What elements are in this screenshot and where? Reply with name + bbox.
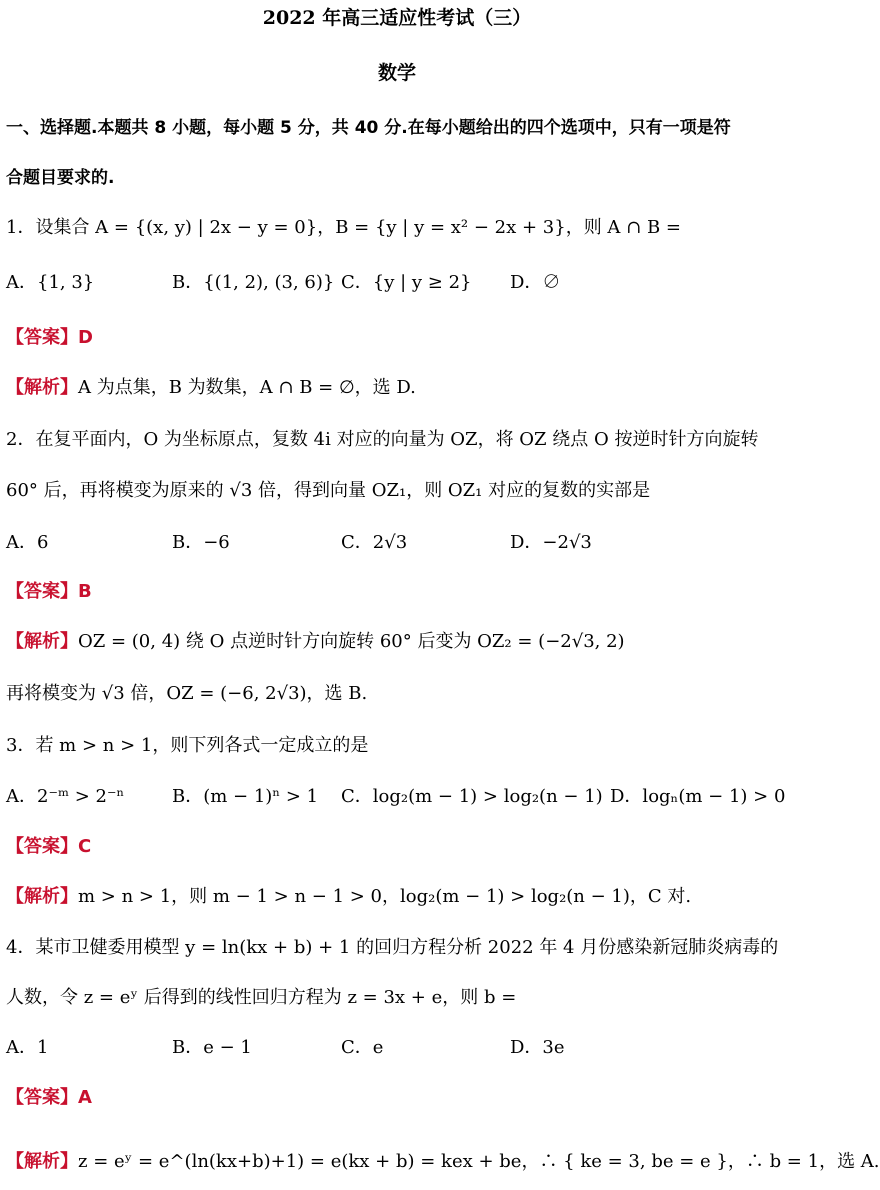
q4-stem-line-1: 4．某市卫健委用模型 y = ln(kx + b) + 1 的回归方程分析 2022 年 4 月份感染新冠肺炎病毒的	[6, 937, 779, 958]
q1-option-d: D．∅	[510, 272, 561, 293]
q2-analysis-line-1	[6, 630, 790, 654]
analysis-text: z = eʸ = e^(ln(kx+b)+1) = e(kx + b) = kex + be，∴ { ke = 3, be = e }，∴ b = 1，选 A.	[78, 1151, 880, 1172]
analysis-label: 【解析】	[6, 377, 78, 398]
q3-option-d: D．logₙ(m − 1) > 0	[610, 786, 786, 807]
analysis-label: 【解析】	[6, 1151, 78, 1172]
q2-answer	[6, 580, 790, 604]
answer-label: 【答案】	[6, 581, 78, 602]
q4-option-b: B．e − 1	[172, 1037, 252, 1058]
q3-option-c: C．log₂(m − 1) > log₂(n − 1)	[341, 786, 603, 807]
analysis-text: A 为点集，B 为数集，A ∩ B = ∅，选 D.	[78, 377, 416, 398]
q4-answer	[6, 1086, 790, 1110]
answer-label: 【答案】	[6, 327, 78, 348]
section-heading-line-1: 一、选择题.本题共 8 小题，每小题 5 分，共 40 分.在每小题给出的四个选项中，只有一项是符	[6, 118, 731, 138]
q3-option-b: B．(m − 1)ⁿ > 1	[172, 786, 319, 807]
q2-option-d: D．−2√3	[510, 532, 592, 553]
q4-option-d: D．3e	[510, 1037, 565, 1058]
answer-value: C	[78, 836, 92, 857]
q4-analysis	[6, 1150, 880, 1174]
q1-option-a: A．{1, 3}	[6, 272, 95, 293]
answer-value: A	[78, 1087, 92, 1108]
q4-option-a: A．1	[6, 1037, 49, 1058]
analysis-text: m > n > 1，则 m − 1 > n − 1 > 0，log₂(m − 1) > log₂(n − 1)，C 对.	[78, 886, 692, 907]
answer-label: 【答案】	[6, 1087, 78, 1108]
q2-stem-line-2: 60° 后，再将模变为原来的 √3 倍，得到向量 OZ₁，则 OZ₁ 对应的复数的实部是	[6, 480, 651, 501]
q2-option-c: C．2√3	[341, 532, 408, 553]
q1-analysis	[6, 376, 790, 400]
q4-stem-line-2: 人数，令 z = eʸ 后得到的线性回归方程为 z = 3x + e，则 b =	[6, 987, 517, 1008]
analysis-label: 【解析】	[6, 631, 78, 652]
q1-stem: 1．设集合 A = {(x, y) | 2x − y = 0}，B = {y | y = x² − 2x + 3}，则 A ∩ B =	[6, 217, 681, 238]
answer-label: 【答案】	[6, 836, 78, 857]
q4-option-c: C．e	[341, 1037, 384, 1058]
q2-stem-line-1: 2．在复平面内，O 为坐标原点，复数 4i 对应的向量为 OZ，将 OZ 绕点 O 按逆时针方向旋转	[6, 429, 759, 450]
q2-analysis-line-2: 再将模变为 √3 倍，OZ = (−6, 2√3)，选 B.	[6, 683, 368, 704]
q3-analysis	[6, 885, 790, 909]
q1-option-b: B．{(1, 2), (3, 6)}	[172, 272, 335, 293]
analysis-text: OZ = (0, 4) 绕 O 点逆时针方向旋转 60° 后变为 OZ₂ = (−2√3, 2)	[78, 631, 625, 652]
q2-option-b: B．−6	[172, 532, 230, 553]
q3-answer	[6, 835, 790, 859]
answer-value: D	[78, 327, 93, 348]
analysis-label: 【解析】	[6, 886, 78, 907]
q1-option-c: C．{y | y ≥ 2}	[341, 272, 472, 293]
section-heading-line-2: 合题目要求的.	[6, 168, 115, 188]
q3-stem: 3．若 m > n > 1，则下列各式一定成立的是	[6, 735, 369, 756]
q3-option-a: A．2⁻ᵐ > 2⁻ⁿ	[6, 786, 125, 807]
exam-title: 2022 年高三适应性考试（三）	[262, 7, 532, 29]
q1-answer	[6, 326, 790, 350]
subject-title: 数学	[377, 62, 416, 84]
answer-value: B	[78, 581, 92, 602]
q2-option-a: A．6	[6, 532, 49, 553]
